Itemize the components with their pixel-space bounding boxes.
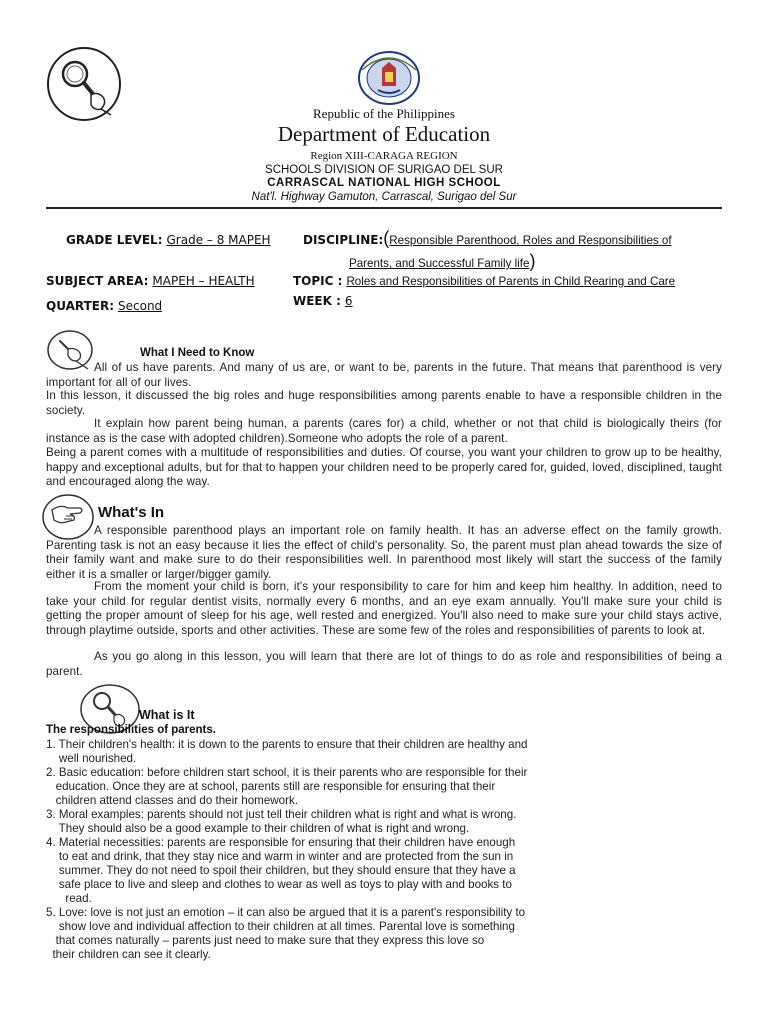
header-division: SCHOOLS DIVISION OF SURIGAO DEL SUR bbox=[265, 164, 503, 176]
quarter-label: QUARTER: bbox=[46, 299, 114, 313]
list-item: show love and individual affection to their children at all times. Parental love is something bbox=[46, 920, 515, 933]
subject-area bbox=[46, 272, 255, 290]
discipline-line1: Responsible Parenthood, Roles and Responsibilities of bbox=[389, 234, 672, 247]
list-item: to eat and drink, that they stay nice and warm in winter and are protected from the sun in bbox=[46, 850, 514, 863]
what-is-it-title: What is It bbox=[139, 708, 195, 722]
need-to-know-p2: In this lesson, it discussed the big roles and huge responsibilities among parents enable to have a responsible children in the society. bbox=[46, 389, 722, 417]
quarter-value: Second bbox=[118, 299, 163, 313]
grade-level-value: Grade – 8 MAPEH bbox=[166, 233, 271, 247]
whats-in-p1: A responsible parenthood plays an important role on family health. It has an adverse effect on the family growth. Parenting task is not an easy because it lies the effect of child's personality. So, the parent must plan ahead towards the size of their family want and make sure to do their responsibilities well. In parenthood most likely will start the success of the family either it is a smaller or larger/bigger gamily. bbox=[46, 524, 722, 581]
what-is-it-subtitle: The responsibilities of parents. bbox=[46, 724, 216, 736]
subject-area-label: SUBJECT AREA: bbox=[46, 274, 149, 288]
header-school: CARRASCAL NATIONAL HIGH SCHOOL bbox=[267, 177, 501, 189]
discipline-open-paren: ( bbox=[383, 228, 390, 248]
header-address: Nat'l. Highway Gamuton, Carrascal, Surigao del Sur bbox=[251, 191, 517, 203]
header-department: Department of Education bbox=[277, 122, 491, 146]
topic-value: Roles and Responsibilities of Parents in Child Rearing and Care bbox=[346, 275, 676, 288]
list-item: 2. Basic education: before children start school, it is their parents who are responsible for their bbox=[46, 766, 528, 779]
list-item: 3. Moral examples: parents should not just tell their children what is right and what is wrong. bbox=[46, 808, 517, 821]
need-to-know-title: What I Need to Know bbox=[140, 347, 255, 359]
header-divider bbox=[46, 207, 722, 209]
need-to-know-p4: Being a parent comes with a multitude of responsibilities and duties. Of course, you want your children to grow up to be healthy, happy and exceptional adults, but for that to happen your children need to be properly cared for, guided, loved, disciplined, taught and encouraged along the way. bbox=[46, 446, 722, 488]
discipline-cont bbox=[349, 251, 535, 272]
list-item: that comes naturally – parents just need to make sure that they express this love so bbox=[46, 934, 485, 947]
whats-in-p3: As you go along in this lesson, you will learn that there are lot of things to do as role and responsibilities of being a parent. bbox=[46, 650, 722, 678]
week-label: WEEK : bbox=[293, 294, 341, 308]
discipline-line2: Parents, and Successful Family life bbox=[349, 257, 530, 270]
list-item: read. bbox=[46, 892, 92, 905]
list-item: children attend classes and do their homework. bbox=[46, 794, 298, 807]
list-item: safe place to live and sleep and clothes to wear as well as toys to play with and books to bbox=[46, 878, 512, 891]
discipline bbox=[303, 228, 672, 249]
responsibilities-list bbox=[46, 738, 528, 962]
whats-in-p2: From the moment your child is born, it's your responsibility to care for him and keep him healthy. In addition, need to take your child for regular dentist visits, normally every 6 months, and an eye exam annually. You'll make sure your child is getting the proper amount of sleep for his age, well rested and energized. You'll also need to make sure your child stays active, through playtime outside, sports and other activities. These are some few of the roles and responsibilities of parents to look at. bbox=[46, 580, 722, 637]
week-value: 6 bbox=[344, 294, 353, 308]
discipline-label: DISCIPLINE: bbox=[303, 233, 384, 247]
list-item: summer. They do not need to spoil their children, but they should ensure that they have a bbox=[46, 864, 516, 877]
topic bbox=[293, 272, 675, 290]
list-item: education. Once they are at school, parents still are responsible for ensuring that their bbox=[46, 780, 496, 793]
need-to-know-p3: It explain how parent being human, a parents (cares for) a child, whether or not that child is biologically theirs (for instance as is the case with adopted children).Someone who adopts the role of a parent. bbox=[46, 417, 722, 445]
discipline-close-paren: ) bbox=[529, 251, 536, 271]
quarter bbox=[46, 297, 162, 315]
list-item: 4. Material necessities: parents are responsible for ensuring that their children have enough bbox=[46, 836, 516, 849]
list-item: well nourished. bbox=[46, 752, 137, 765]
need-to-know-p1: All of us have parents. And many of us are, or want to be, parents in the future. That means that parenthood is very important for all of our lives. bbox=[46, 361, 722, 389]
whats-in-title: What's In bbox=[98, 504, 165, 521]
topic-label: TOPIC : bbox=[293, 274, 343, 288]
header-region: Region XIII-CARAGA REGION bbox=[310, 150, 458, 162]
grade-level bbox=[66, 231, 271, 249]
header-republic: Republic of the Philippines bbox=[313, 106, 455, 121]
list-item: 5. Love: love is not just an emotion – it can also be argued that it is a parent's responsibility to bbox=[46, 906, 526, 919]
subject-area-value: MAPEH – HEALTH bbox=[152, 274, 255, 288]
list-item: They should also be a good example to their children of what is right and wrong. bbox=[46, 822, 470, 835]
grade-level-label: GRADE LEVEL: bbox=[66, 233, 163, 247]
deped-seal bbox=[352, 50, 426, 106]
week bbox=[293, 292, 353, 310]
list-item: their children can see it clearly. bbox=[46, 948, 211, 961]
list-item: 1. Their children's health: it is down to the parents to ensure that their children are healthy and bbox=[46, 738, 528, 751]
